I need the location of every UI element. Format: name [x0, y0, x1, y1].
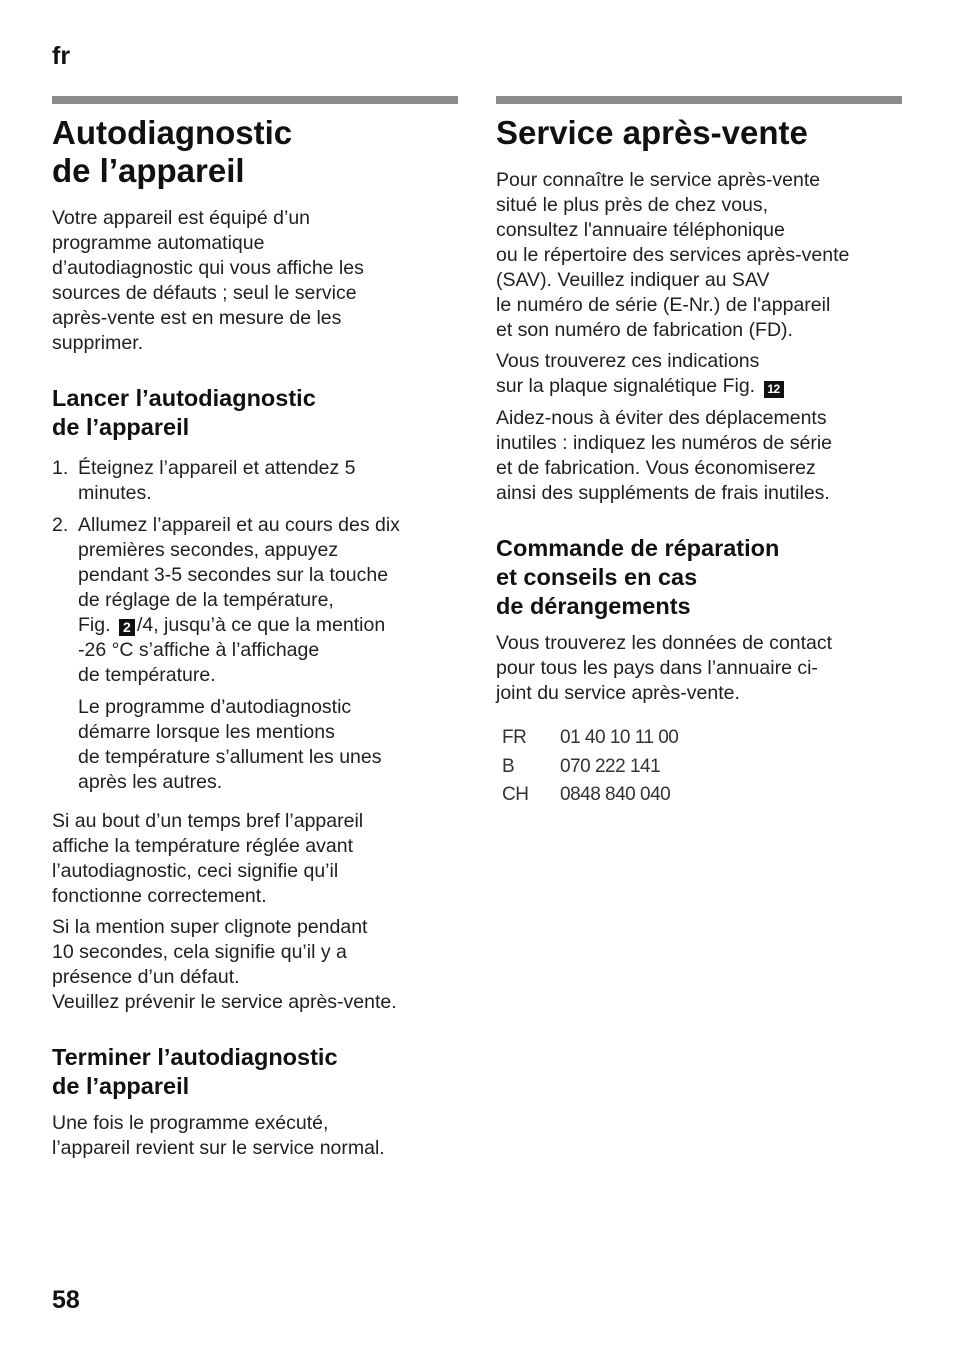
service-intro-paragraph [496, 168, 849, 343]
text-line: consultez l'annuaire téléphonique [496, 219, 785, 241]
title-line: Autodiagnostic [52, 114, 293, 151]
text-line: le numéro de série (E-Nr.) de l'appareil [496, 294, 831, 316]
text-line: affiche la température réglée avant [52, 835, 353, 857]
title-line: et conseils en cas [496, 564, 698, 590]
subsection-title-start [52, 384, 316, 442]
text-line: Le programme d’autodiagnostic [78, 696, 352, 718]
text-line: et son numéro de fabrication (FD). [496, 319, 793, 341]
text-line: l’appareil revient sur le service normal. [52, 1137, 385, 1159]
text-line: Vous trouverez ces indications [496, 350, 760, 372]
left-section-title [52, 114, 292, 190]
phone-number: 0848 840 040 [560, 784, 671, 806]
text-line: fonctionne correctement. [52, 885, 267, 907]
text-line: Vous trouverez les données de contact [496, 632, 833, 654]
text-line: démarre lorsque les mentions [78, 721, 335, 743]
step-item [52, 456, 462, 506]
text-line: et de fabrication. Vous économiserez [496, 457, 816, 479]
right-section-title: Service après-vente [496, 114, 808, 151]
text-line: Veuillez prévenir le service après-vente. [52, 991, 397, 1013]
fig-prefix: Fig. [78, 614, 116, 636]
text-line: ainsi des suppléments de frais inutiles. [496, 482, 830, 504]
figure-number-badge: 12 [764, 381, 784, 398]
paragraph-end [52, 1111, 385, 1161]
text-line: (SAV). Veuillez indiquer au SAV [496, 269, 770, 291]
text-line: Éteignez l’appareil et attendez 5 [78, 457, 356, 479]
text-line: Pour connaître le service après-vente [496, 169, 821, 191]
text-line: ou le répertoire des services après-vente [496, 244, 850, 266]
text-line: joint du service après-vente. [496, 682, 740, 704]
intro-paragraph [52, 206, 364, 356]
plate-text: sur la plaque signalétique Fig. [496, 375, 761, 397]
text-line: de température s’allument les unes [78, 746, 382, 768]
text-line: programme automatique [52, 232, 265, 254]
text-line: après-vente est en mesure de les [52, 307, 342, 329]
text-line: de réglage de la température, [78, 589, 334, 611]
step-number: 2. [52, 514, 69, 536]
title-line: de l’appareil [52, 414, 190, 440]
text-line: 10 secondes, cela signifie qu’il y a [52, 941, 347, 963]
subsection-title-end [52, 1043, 338, 1101]
page-number: 58 [52, 1286, 80, 1314]
step-note [78, 695, 462, 795]
text-line: inutiles : indiquez les numéros de série [496, 432, 833, 454]
text-line: après les autres. [78, 771, 223, 793]
step-number: 1. [52, 457, 69, 479]
plate-paragraph [496, 349, 786, 399]
text-line: l’autodiagnostic, ceci signifie qu’il [52, 860, 339, 882]
text-line: Une fois le programme exécuté, [52, 1112, 329, 1134]
text-line: pour tous les pays dans l’annuaire ci- [496, 657, 818, 679]
text-line: Aidez-nous à éviter des déplacements [496, 407, 827, 429]
title-line: Terminer l’autodiagnostic [52, 1044, 338, 1070]
paragraph-normal-operation [52, 809, 363, 909]
text-line: situé le plus près de chez vous, [496, 194, 769, 216]
text-line: minutes. [78, 482, 152, 504]
text-line: sources de défauts ; seul le service [52, 282, 357, 304]
country-code: CH [502, 784, 529, 806]
title-line: Lancer l’autodiagnostic [52, 385, 316, 411]
text-line: présence d’un défaut. [52, 966, 240, 988]
title-line: Commande de réparation [496, 535, 780, 561]
help-paragraph [496, 406, 832, 506]
fig-suffix: /4, jusqu’à ce que la mention [136, 614, 386, 636]
right-section-rule [496, 96, 902, 104]
country-code: FR [502, 727, 527, 749]
phone-number: 070 222 141 [560, 755, 661, 777]
text-line: de température. [78, 664, 216, 686]
text-line: supprimer. [52, 332, 144, 354]
table-row [496, 781, 678, 810]
fig-reference-line [496, 374, 786, 399]
table-row [496, 724, 678, 753]
subsection-title-repair [496, 534, 779, 621]
text-line: Si la mention super clignote pendant [52, 916, 368, 938]
title-line: de dérangements [496, 593, 691, 619]
text-line: premières secondes, appuyez [78, 539, 339, 561]
left-section-rule [52, 96, 458, 104]
step-item [52, 513, 462, 795]
text-line: Allumez l’appareil et au cours des dix [78, 514, 400, 536]
country-code: B [502, 755, 515, 777]
text-line: Votre appareil est équipé d’un [52, 207, 311, 229]
text-line: -26 °C s’affiche à l’affichage [78, 639, 320, 661]
steps-list [52, 456, 462, 795]
contact-paragraph [496, 631, 832, 706]
figure-number-badge: 2 [119, 619, 135, 636]
table-row [496, 753, 678, 782]
language-tag: fr [52, 42, 71, 70]
paragraph-fault [52, 915, 397, 1015]
phone-number: 01 40 10 11 00 [560, 727, 679, 749]
phone-table [496, 724, 678, 810]
fig-reference-line [78, 613, 462, 638]
title-line: de l’appareil [52, 152, 245, 189]
title-line: de l’appareil [52, 1073, 190, 1099]
text-line: d’autodiagnostic qui vous affiche les [52, 257, 364, 279]
text-line: pendant 3-5 secondes sur la touche [78, 564, 389, 586]
text-line: Si au bout d’un temps bref l’appareil [52, 810, 364, 832]
